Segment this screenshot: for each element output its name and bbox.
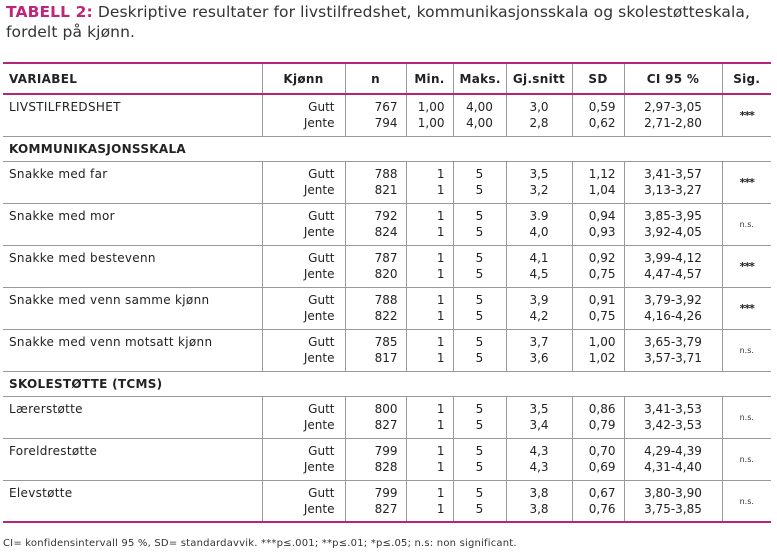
significance-marker: n.s. <box>739 455 754 464</box>
ci-cell: 3,41-3,53 3,42-3,53 <box>624 396 722 438</box>
sd-cell: 0,67 0,76 <box>572 480 624 522</box>
gender-cell: Gutt Jente <box>262 480 345 522</box>
descriptive-results-table <box>3 62 771 523</box>
sd-cell: 0,59 0,62 <box>572 94 624 136</box>
mean-cell: 4,1 4,5 <box>506 245 572 287</box>
max-cell: 5 5 <box>453 396 506 438</box>
significance-marker: n.s. <box>739 413 754 422</box>
min-cell: 1 1 <box>406 203 453 245</box>
max-cell: 5 5 <box>453 245 506 287</box>
max-cell: 4,00 4,00 <box>453 94 506 136</box>
sig-cell <box>722 287 771 329</box>
ci-cell: 3,41-3,57 3,13-3,27 <box>624 161 722 203</box>
sig-cell <box>722 245 771 287</box>
variable-cell: Snakke med venn samme kjønn <box>3 287 262 329</box>
ci-cell: 4,29-4,39 4,31-4,40 <box>624 438 722 480</box>
max-cell: 5 5 <box>453 161 506 203</box>
gender-cell: Gutt Jente <box>262 396 345 438</box>
mean-cell: 3,7 3,6 <box>506 329 572 371</box>
significance-marker: *** <box>739 301 754 315</box>
mean-cell: 3,5 3,4 <box>506 396 572 438</box>
ci-cell: 3,79-3,92 4,16-4,26 <box>624 287 722 329</box>
sig-cell <box>722 94 771 136</box>
ci-cell: 2,97-3,05 2,71-2,80 <box>624 94 722 136</box>
variable-cell: Snakke med bestevenn <box>3 245 262 287</box>
section-header-row <box>3 136 771 161</box>
sig-cell <box>722 480 771 522</box>
min-cell: 1 1 <box>406 161 453 203</box>
col-header-mean: Gj.snitt <box>506 63 572 94</box>
n-cell: 785 817 <box>345 329 406 371</box>
mean-cell: 3,8 3,8 <box>506 480 572 522</box>
table-row <box>3 396 771 438</box>
table-row <box>3 438 771 480</box>
table-caption <box>6 2 772 42</box>
max-cell: 5 5 <box>453 438 506 480</box>
gender-cell: Gutt Jente <box>262 245 345 287</box>
section-title: KOMMUNIKASJONSSKALA <box>3 136 771 161</box>
section-header-row <box>3 371 771 396</box>
max-cell: 5 5 <box>453 329 506 371</box>
min-cell: 1 1 <box>406 245 453 287</box>
col-header-max: Maks. <box>453 63 506 94</box>
gender-cell: Gutt Jente <box>262 94 345 136</box>
variable-cell: Foreldrestøtte <box>3 438 262 480</box>
significance-marker: n.s. <box>739 220 754 229</box>
min-cell: 1 1 <box>406 396 453 438</box>
sig-cell <box>722 329 771 371</box>
sd-cell: 0,91 0,75 <box>572 287 624 329</box>
mean-cell: 3.9 4,0 <box>506 203 572 245</box>
col-header-variable: VARIABEL <box>3 63 262 94</box>
gender-cell: Gutt Jente <box>262 161 345 203</box>
sd-cell: 1,00 1,02 <box>572 329 624 371</box>
n-cell: 792 824 <box>345 203 406 245</box>
sd-cell: 0,70 0,69 <box>572 438 624 480</box>
table-row <box>3 203 771 245</box>
mean-cell: 3,5 3,2 <box>506 161 572 203</box>
sig-cell <box>722 161 771 203</box>
min-cell: 1 1 <box>406 329 453 371</box>
n-cell: 767 794 <box>345 94 406 136</box>
col-header-min: Min. <box>406 63 453 94</box>
n-cell: 788 821 <box>345 161 406 203</box>
variable-cell: LIVSTILFREDSHET <box>3 94 262 136</box>
col-header-sd: SD <box>572 63 624 94</box>
n-cell: 800 827 <box>345 396 406 438</box>
sig-cell <box>722 203 771 245</box>
variable-cell: Snakke med venn motsatt kjønn <box>3 329 262 371</box>
col-header-sig: Sig. <box>722 63 771 94</box>
min-cell: 1 1 <box>406 480 453 522</box>
gender-cell: Gutt Jente <box>262 438 345 480</box>
gender-cell: Gutt Jente <box>262 329 345 371</box>
min-cell: 1,00 1,00 <box>406 94 453 136</box>
table-row <box>3 245 771 287</box>
col-header-ci: CI 95 % <box>624 63 722 94</box>
max-cell: 5 5 <box>453 203 506 245</box>
min-cell: 1 1 <box>406 438 453 480</box>
table-row <box>3 287 771 329</box>
ci-cell: 3,65-3,79 3,57-3,71 <box>624 329 722 371</box>
footnote: CI= konfidensintervall 95 %, SD= standardavvik. ***p≤.001; **p≤.01; *p≤.05; n.s: non significant. <box>3 538 517 549</box>
ci-cell: 3,80-3,90 3,75-3,85 <box>624 480 722 522</box>
table-row <box>3 329 771 371</box>
n-cell: 788 822 <box>345 287 406 329</box>
gender-cell: Gutt Jente <box>262 287 345 329</box>
col-header-n: n <box>345 63 406 94</box>
section-title: SKOLESTØTTE (TCMS) <box>3 371 771 396</box>
mean-cell: 4,3 4,3 <box>506 438 572 480</box>
sd-cell: 0,92 0,75 <box>572 245 624 287</box>
sd-cell: 0,94 0,93 <box>572 203 624 245</box>
table-body <box>3 94 771 522</box>
significance-marker: n.s. <box>739 346 754 355</box>
min-cell: 1 1 <box>406 287 453 329</box>
mean-cell: 3,9 4,2 <box>506 287 572 329</box>
sig-cell <box>722 438 771 480</box>
table-caption-label: TABELL 2: <box>6 3 93 21</box>
col-header-gender: Kjønn <box>262 63 345 94</box>
n-cell: 799 827 <box>345 480 406 522</box>
sd-cell: 0,86 0,79 <box>572 396 624 438</box>
n-cell: 787 820 <box>345 245 406 287</box>
n-cell: 799 828 <box>345 438 406 480</box>
significance-marker: n.s. <box>739 496 754 506</box>
table-row <box>3 161 771 203</box>
variable-cell: Snakke med mor <box>3 203 262 245</box>
table-row <box>3 480 771 522</box>
ci-cell: 3,99-4,12 4,47-4,57 <box>624 245 722 287</box>
max-cell: 5 5 <box>453 480 506 522</box>
sd-cell: 1,12 1,04 <box>572 161 624 203</box>
significance-marker: *** <box>739 175 754 189</box>
variable-cell: Elevstøtte <box>3 480 262 522</box>
variable-cell: Snakke med far <box>3 161 262 203</box>
header-row <box>3 63 771 94</box>
table-caption-text: Deskriptive resultater for livstilfredshet, kommunikasjonsskala og skolestøtteskala, fordelt på kjønn. <box>6 3 751 41</box>
table-row <box>3 94 771 136</box>
variable-cell: Lærerstøtte <box>3 396 262 438</box>
ci-cell: 3,85-3,95 3,92-4,05 <box>624 203 722 245</box>
significance-marker: *** <box>739 108 754 122</box>
max-cell: 5 5 <box>453 287 506 329</box>
significance-marker: *** <box>739 259 754 273</box>
mean-cell: 3,0 2,8 <box>506 94 572 136</box>
sig-cell <box>722 396 771 438</box>
gender-cell: Gutt Jente <box>262 203 345 245</box>
